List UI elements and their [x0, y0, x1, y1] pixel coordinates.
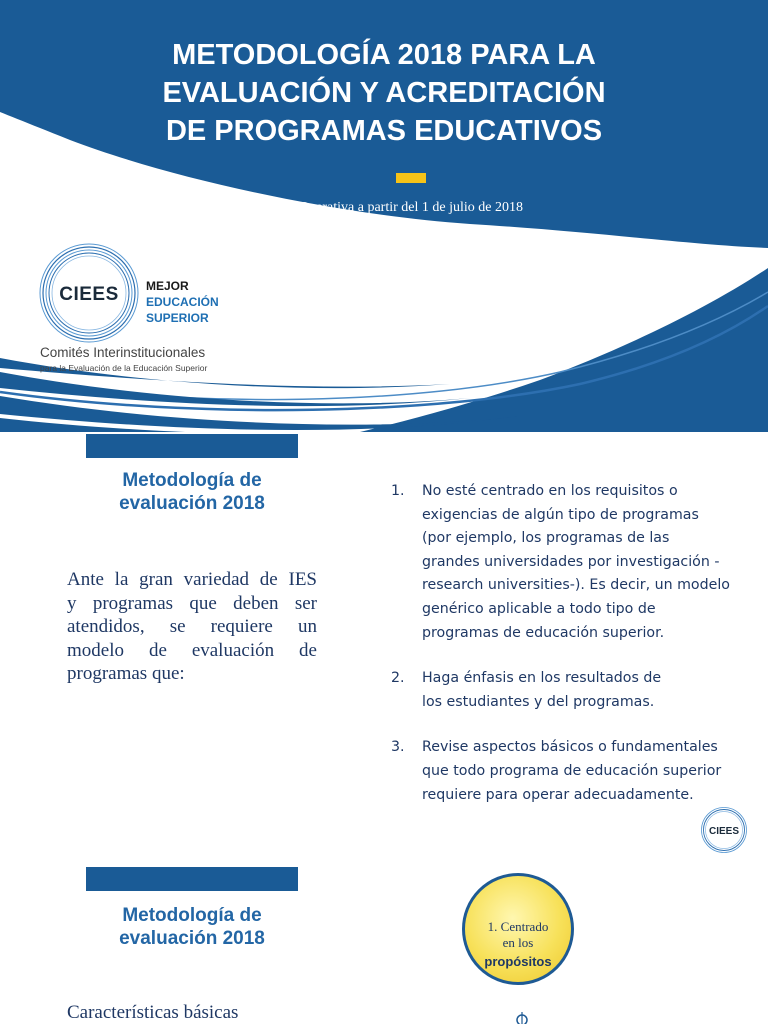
item-line: No esté centrado en los requisitos o: [422, 483, 678, 499]
intro-line: atendidos, se requiere un: [67, 616, 317, 637]
title-line: METODOLOGÍA 2018 PARA LA: [172, 39, 596, 71]
item-line: Revise aspectos básicos o fundamentales: [422, 739, 718, 756]
requirements-list: [385, 480, 768, 829]
section-title-line: Metodología de: [122, 470, 262, 491]
section-title-line: Metodología de: [122, 905, 262, 926]
section-title-line: evaluación 2018: [119, 928, 265, 949]
item-number: 1.: [391, 483, 405, 499]
intro-line: programas que:: [67, 663, 185, 684]
section-title: [86, 904, 298, 950]
main-title: [84, 36, 684, 150]
item-line: los estudiantes y del programas.: [422, 693, 655, 710]
characteristics-heading: Características básicas: [67, 1002, 239, 1023]
item-line: genérico aplicable a todo tipo de: [422, 600, 656, 617]
circle-line: en los: [502, 935, 534, 950]
ciees-logo: [38, 242, 298, 382]
intro-paragraph: [67, 568, 317, 686]
item-line: research universities-). Es decir, un modelo: [422, 577, 730, 594]
accent-bar: [396, 173, 426, 183]
circle-line: propósitos: [484, 954, 552, 969]
item-line: programas de educación superior.: [422, 624, 665, 641]
section-title: [86, 469, 298, 515]
connector-icon: [516, 1012, 528, 1024]
logo-acronym: CIEES: [59, 284, 119, 305]
intro-line: Ante la gran variedad de IES: [67, 569, 317, 590]
list-item: [385, 480, 768, 645]
org-name: Comités Interinstitucionales: [40, 345, 206, 360]
subtitle: Operativa a partir del 1 de julio de 2018: [299, 200, 523, 215]
item-line: Haga énfasis en los resultados de: [422, 670, 662, 687]
tagline-line: MEJOR: [146, 279, 189, 293]
ciees-logo-mark: [38, 242, 140, 344]
intro-line: y programas que deben ser: [67, 592, 317, 614]
tagline-line: EDUCACIÓN: [146, 295, 219, 309]
logo-tagline: [146, 278, 219, 326]
item-line: (por ejemplo, los programas de las: [422, 530, 670, 547]
section-bar: [86, 434, 298, 458]
list-item: [385, 736, 768, 807]
ciees-small-logo: [700, 806, 748, 854]
title-line: DE PROGRAMAS EDUCATIVOS: [165, 115, 603, 147]
purpose-circle: [462, 873, 574, 985]
section-bar: [86, 867, 298, 891]
list-item: [385, 667, 768, 714]
item-line: exigencias de algún tipo de programas: [422, 506, 699, 523]
title-line: EVALUACIÓN Y ACREDITACIÓN: [162, 77, 606, 109]
item-line: grandes universidades por investigación -: [422, 553, 720, 570]
lower-blue-swoosh: [360, 268, 768, 432]
intro-line: modelo de evaluación de: [67, 639, 317, 661]
item-line: que todo programa de educación superior: [422, 762, 722, 779]
tagline-line: SUPERIOR: [146, 311, 209, 325]
item-number: 3.: [391, 739, 405, 756]
item-number: 2.: [391, 670, 405, 687]
item-line: requiere para operar adecuadamente.: [422, 786, 694, 803]
section-title-line: evaluación 2018: [119, 493, 265, 514]
small-logo-acronym: CIEES: [708, 826, 740, 837]
circle-line: 1. Centrado: [487, 919, 549, 934]
org-subtitle: para la Evaluación de la Educación Superior: [40, 363, 208, 373]
